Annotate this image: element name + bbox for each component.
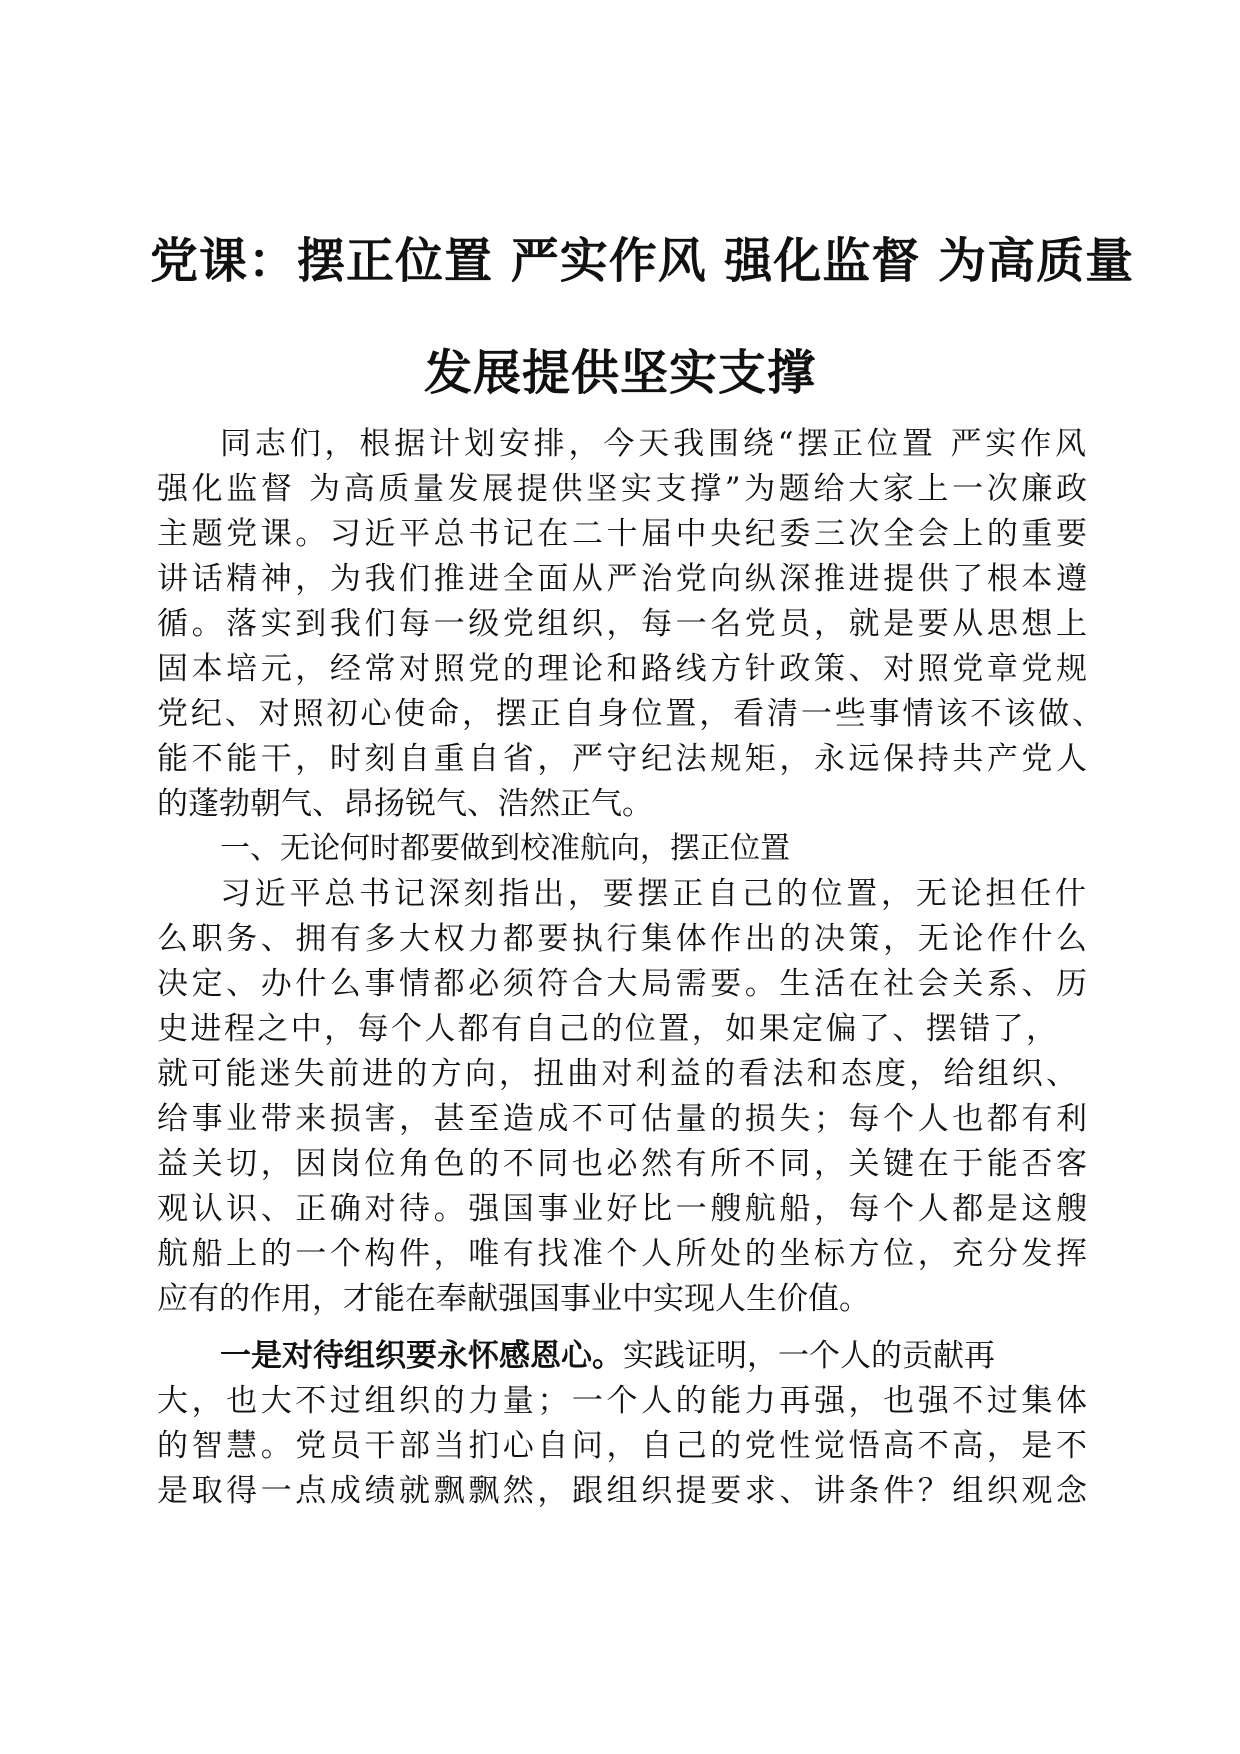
para1-line: 同志们，根据计划安排，今天我围绕“摆正位置 严实作风 bbox=[220, 426, 1086, 462]
para1-line: 的蓬勃朝气、昂扬锐气、浩然正气。 bbox=[157, 786, 653, 822]
para1-line: 固本培元，经常对照党的理论和路线方针政策、对照党章党规 bbox=[157, 651, 1087, 687]
para2-line: 习近平总书记深刻指出，要摆正自己的位置，无论担任什 bbox=[220, 876, 1086, 912]
para1-line: 能不能干，时刻自重自省，严守纪法规矩，永远保持共产党人 bbox=[157, 741, 1087, 777]
para3-line: 是取得一点成绩就飘飘然，跟组织提要求、讲条件？组织观念 bbox=[157, 1473, 1087, 1509]
para1-line: 强化监督 为高质量发展提供坚实支撑”为题给大家上一次廉政 bbox=[157, 471, 1087, 507]
para3-line: 大，也大不过组织的力量；一个人的能力再强，也强不过集体 bbox=[157, 1383, 1087, 1419]
para3-line: 的智慧。党员干部当扪心自问，自己的党性觉悟高不高，是不 bbox=[157, 1428, 1087, 1464]
para1-line: 党纪、对照初心使命，摆正自身位置，看清一些事情该不该做、 bbox=[157, 696, 1103, 732]
document-title-line-1: 党课：摆正位置 严实作风 强化监督 为高质量 bbox=[150, 233, 1135, 289]
para1-line: 讲话精神，为我们推进全面从严治党向纵深推进提供了根本遵 bbox=[157, 561, 1087, 597]
para2-line: 就可能迷失前进的方向，扭曲对利益的看法和态度，给组织、 bbox=[157, 1056, 1077, 1092]
para1-line: 主题党课。习近平总书记在二十届中央纪委三次全会上的重要 bbox=[157, 516, 1087, 552]
para2-line: 观认识、正确对待。强国事业好比一艘航船，每个人都是这艘 bbox=[157, 1191, 1087, 1227]
para2-line: 么职务、拥有多大权力都要执行集体作出的决策，无论作什么 bbox=[157, 921, 1087, 957]
para2-line: 益关切，因岗位角色的不同也必然有所不同，关键在于能否客 bbox=[157, 1146, 1087, 1182]
para3-first-line-rest: 实践证明，一个人的贡献再 bbox=[623, 1338, 995, 1374]
para2-line: 决定、办什么事情都必须符合大局需要。生活在社会关系、历 bbox=[157, 966, 1087, 1002]
document-title-line-2: 发展提供坚实支撑 bbox=[423, 345, 816, 401]
para1-line: 循。落实到我们每一级党组织，每一名党员，就是要从思想上 bbox=[157, 606, 1087, 642]
para3-bold-lead: 一是对待组织要永怀感恩心。 bbox=[220, 1338, 623, 1374]
para2-line: 航船上的一个构件，唯有找准个人所处的坐标方位，充分发挥 bbox=[157, 1236, 1087, 1272]
para2-line: 史进程之中，每个人都有自己的位置，如果定偏了、摆错了， bbox=[157, 1011, 1057, 1047]
para2-line: 应有的作用，才能在奉献强国事业中实现人生价值。 bbox=[157, 1281, 870, 1317]
para2-line: 给事业带来损害，甚至造成不可估量的损失；每个人也都有利 bbox=[157, 1101, 1087, 1137]
para3-line-first bbox=[220, 1336, 1086, 1376]
section-heading-1: 一、无论何时都要做到校准航向，摆正位置 bbox=[220, 831, 790, 866]
